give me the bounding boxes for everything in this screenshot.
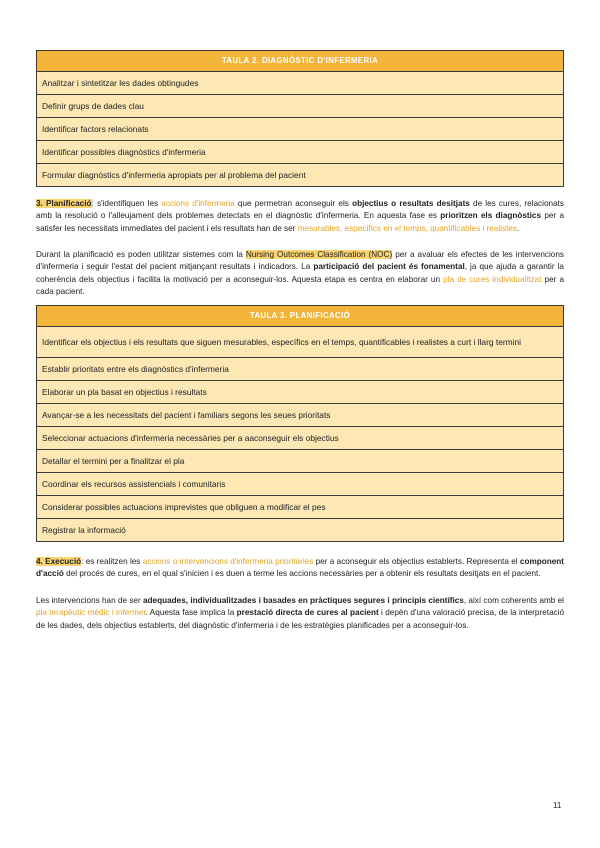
planificacio-heading: 3. Planificació bbox=[36, 199, 92, 208]
table-row: Elaborar un pla basat en objectius i resultats bbox=[37, 381, 564, 404]
table-diagnostic bbox=[36, 50, 564, 187]
highlight-text: pla de cures individualitzat bbox=[443, 274, 542, 284]
text-run: del procés de cures, en el qual s'inicien i es duen a terme les accions necessàries per a obtenir els resultats desitjats en el pacient. bbox=[63, 569, 541, 579]
bold-text: prestació directa de cures al pacient bbox=[236, 608, 379, 618]
page-number: 11 bbox=[553, 801, 562, 810]
execucio-paragraph bbox=[36, 556, 564, 581]
table-planificacio-title: TAULA 3. PLANIFICACIÓ bbox=[37, 306, 564, 327]
text-run: Les intervencions han de ser bbox=[36, 596, 143, 605]
bold-text: participació del pacient és fonamental bbox=[313, 262, 465, 272]
text-run: : es realitzen les bbox=[81, 557, 143, 566]
table-row: Detallar el termini per a finalitzar el pla bbox=[37, 450, 564, 473]
text-run: de les cures, relacionats amb la resolució o l'alleujament dels problemes detectats en el diagnòstic d'infermeria. En aquesta fase es bbox=[36, 199, 564, 221]
text-run: per a satisfer les necessitats immediates del pacient i els resultats han de ser bbox=[36, 211, 565, 233]
table-row: Identificar possibles diagnòstics d'infermeria bbox=[37, 141, 564, 164]
table-row: Identificar els objectius i els resultats que siguen mesurables, específics en el temps, quantificables i realistes a curt i llarg termini bbox=[37, 327, 564, 358]
bold-text: prioritzen els diagnòstics bbox=[440, 211, 542, 221]
table-row: Avançar-se a les necessitats del pacient i familiars segons les seues prioritats bbox=[37, 404, 564, 427]
highlight-text: mesurables, específics en el temps, quantificables i realistes bbox=[297, 223, 518, 233]
table-row: Identificar factors relacionats bbox=[37, 118, 564, 141]
table-row: Seleccionar actuacions d'infermeria necessàries per a aaconseguir els objectius bbox=[37, 427, 564, 450]
bold-text: objectius o resultats desitjats bbox=[352, 199, 470, 208]
text-run: . bbox=[517, 223, 520, 233]
noc-paragraph bbox=[36, 249, 564, 299]
text-run: Durant la planificació es poden utilitzar sistemes com la bbox=[36, 250, 246, 259]
highlight-text: pla terapèutic mèdic i infermer bbox=[36, 608, 146, 618]
text-run: i depèn d'una valoració precisa, de la interpretació de les dades, dels objectius establerts, del diagnòstic d'infermeria i de les estratègies planificades per a aconseguir-los. bbox=[36, 608, 564, 630]
table-row: Definir grups de dades clau bbox=[37, 95, 564, 118]
text-run: per a aconseguir els objectius establerts. Representa el bbox=[313, 557, 520, 566]
execucio-heading: 4. Execució bbox=[36, 557, 82, 566]
table-row: Considerar possibles actuacions imprevistes que obliguen a modificar el pes bbox=[37, 496, 564, 519]
highlight-text: accions d'infermeria bbox=[161, 199, 235, 208]
intervencions-paragraph bbox=[36, 595, 564, 632]
table-row: Analitzar i sintetitzar les dades obtingudes bbox=[37, 72, 564, 95]
text-run: , ja que ajuda a garantir la coherència dels objectius i facilita la motivació per a aconseguir-los. Aquesta etapa es centra en elaborar un bbox=[36, 262, 564, 284]
text-run: . Aquesta fase implica la bbox=[145, 608, 237, 618]
table-row: Formular diagnòstics d'infermeria apropiats per al problema del pacient bbox=[37, 164, 564, 187]
planificacio-paragraph bbox=[36, 198, 564, 235]
table-diagnostic-title: TAULA 2. DIAGNÒSTIC D'INFERMERIA bbox=[37, 51, 564, 72]
text-run: , així com coherents amb el bbox=[463, 596, 564, 605]
highlight-text: accions o intervencions d'infermeria prioritàries bbox=[142, 557, 314, 566]
noc-highlight: Nursing Outcomes Classification (NOC) bbox=[245, 250, 393, 259]
table-row: Registrar la informació bbox=[37, 519, 564, 542]
table-row: Coordinar els recursos assistencials i comunitaris bbox=[37, 473, 564, 496]
text-run: per a cada pacient. bbox=[36, 274, 565, 297]
table-planificacio bbox=[36, 305, 564, 542]
table-row: Establir prioritats entre els diagnòstics d'infermeria bbox=[37, 358, 564, 381]
bold-text: component d'acció bbox=[36, 557, 565, 579]
text-run: que permetran aconseguir els bbox=[234, 199, 353, 208]
text-run: per a avaluar els efectes de les intervencions d'infermeria i seguir l'estat del pacient mitjançant resultats i indicadors. La bbox=[36, 250, 565, 272]
text-run: : s'identifiquen les bbox=[91, 199, 162, 208]
bold-text: adequades, individualitzades i basades en pràctiques segures i principis científics bbox=[143, 596, 464, 605]
